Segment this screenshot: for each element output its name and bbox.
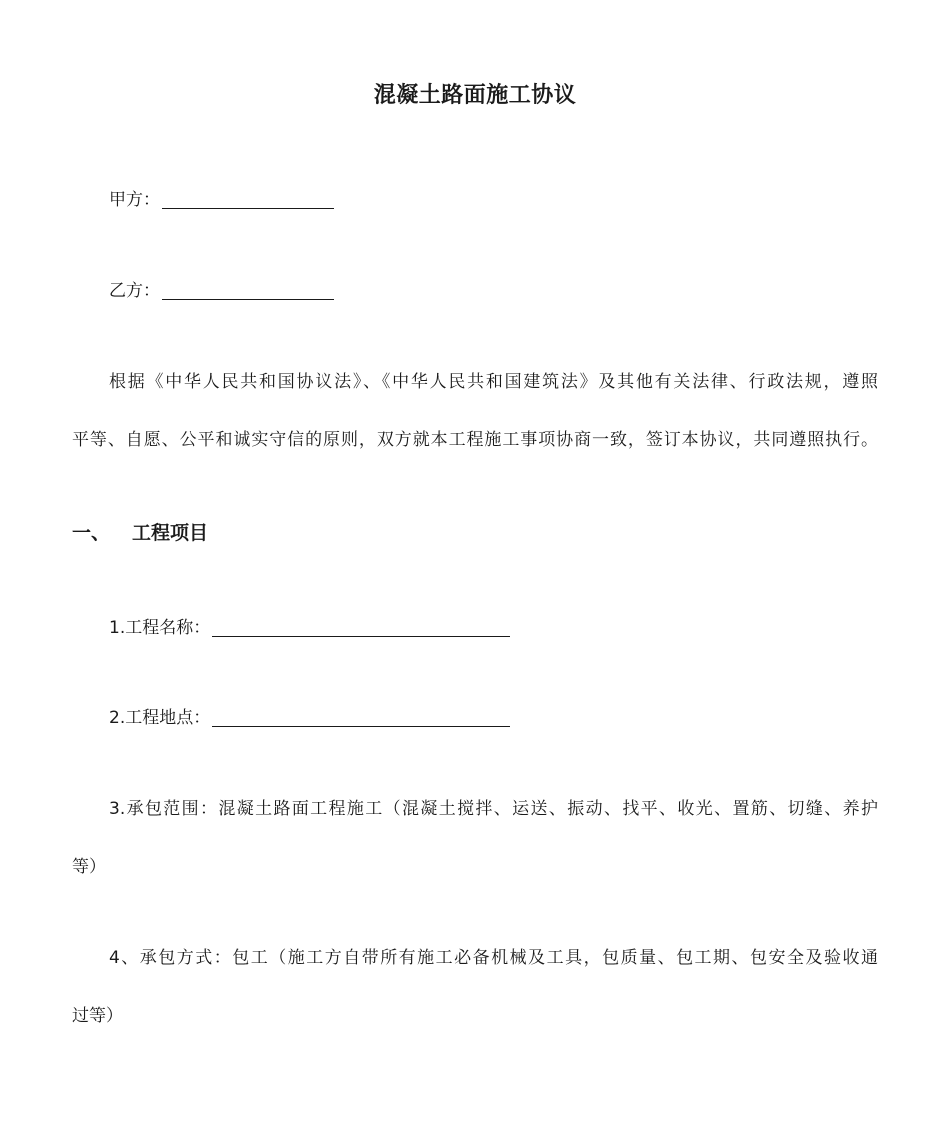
section-title: 工程项目 bbox=[132, 522, 209, 544]
scope-line-2: 等） bbox=[72, 857, 106, 877]
scope-line-1: 3.承包范围：混凝土路面工程施工（混凝土搅拌、运送、振动、找平、收光、置筋、切缝、养护 bbox=[109, 799, 878, 819]
document-title: 混凝土路面施工协议 bbox=[373, 83, 577, 108]
section-heading bbox=[72, 518, 208, 545]
project-name-line bbox=[72, 616, 878, 640]
party-b-blank bbox=[162, 281, 334, 300]
project-location-line bbox=[72, 706, 878, 730]
party-b-line bbox=[72, 279, 878, 303]
project-location-label: 2.工程地点： bbox=[109, 708, 211, 728]
section-number: 一、 bbox=[72, 522, 111, 544]
party-b-label: 乙方： bbox=[109, 281, 160, 301]
method-line-2: 过等） bbox=[72, 1006, 123, 1026]
party-a-blank bbox=[162, 190, 334, 209]
method-line-1: 4、承包方式：包工（施工方自带所有施工必备机械及工具，包质量、包工期、包安全及验收通 bbox=[109, 948, 878, 968]
project-name-blank bbox=[212, 618, 510, 637]
intro-line-2: 平等、自愿、公平和诚实守信的原则，双方就本工程施工事项协商一致，签订本协议，共同遵照执行。 bbox=[72, 430, 878, 450]
party-a-label: 甲方： bbox=[109, 190, 160, 210]
party-a-line bbox=[72, 188, 878, 212]
intro-line-1: 根据《中华人民共和国协议法》、《中华人民共和国建筑法》及其他有关法律、行政法规，遵照 bbox=[109, 372, 878, 392]
project-name-label: 1.工程名称： bbox=[109, 618, 211, 638]
project-location-blank bbox=[212, 708, 510, 727]
